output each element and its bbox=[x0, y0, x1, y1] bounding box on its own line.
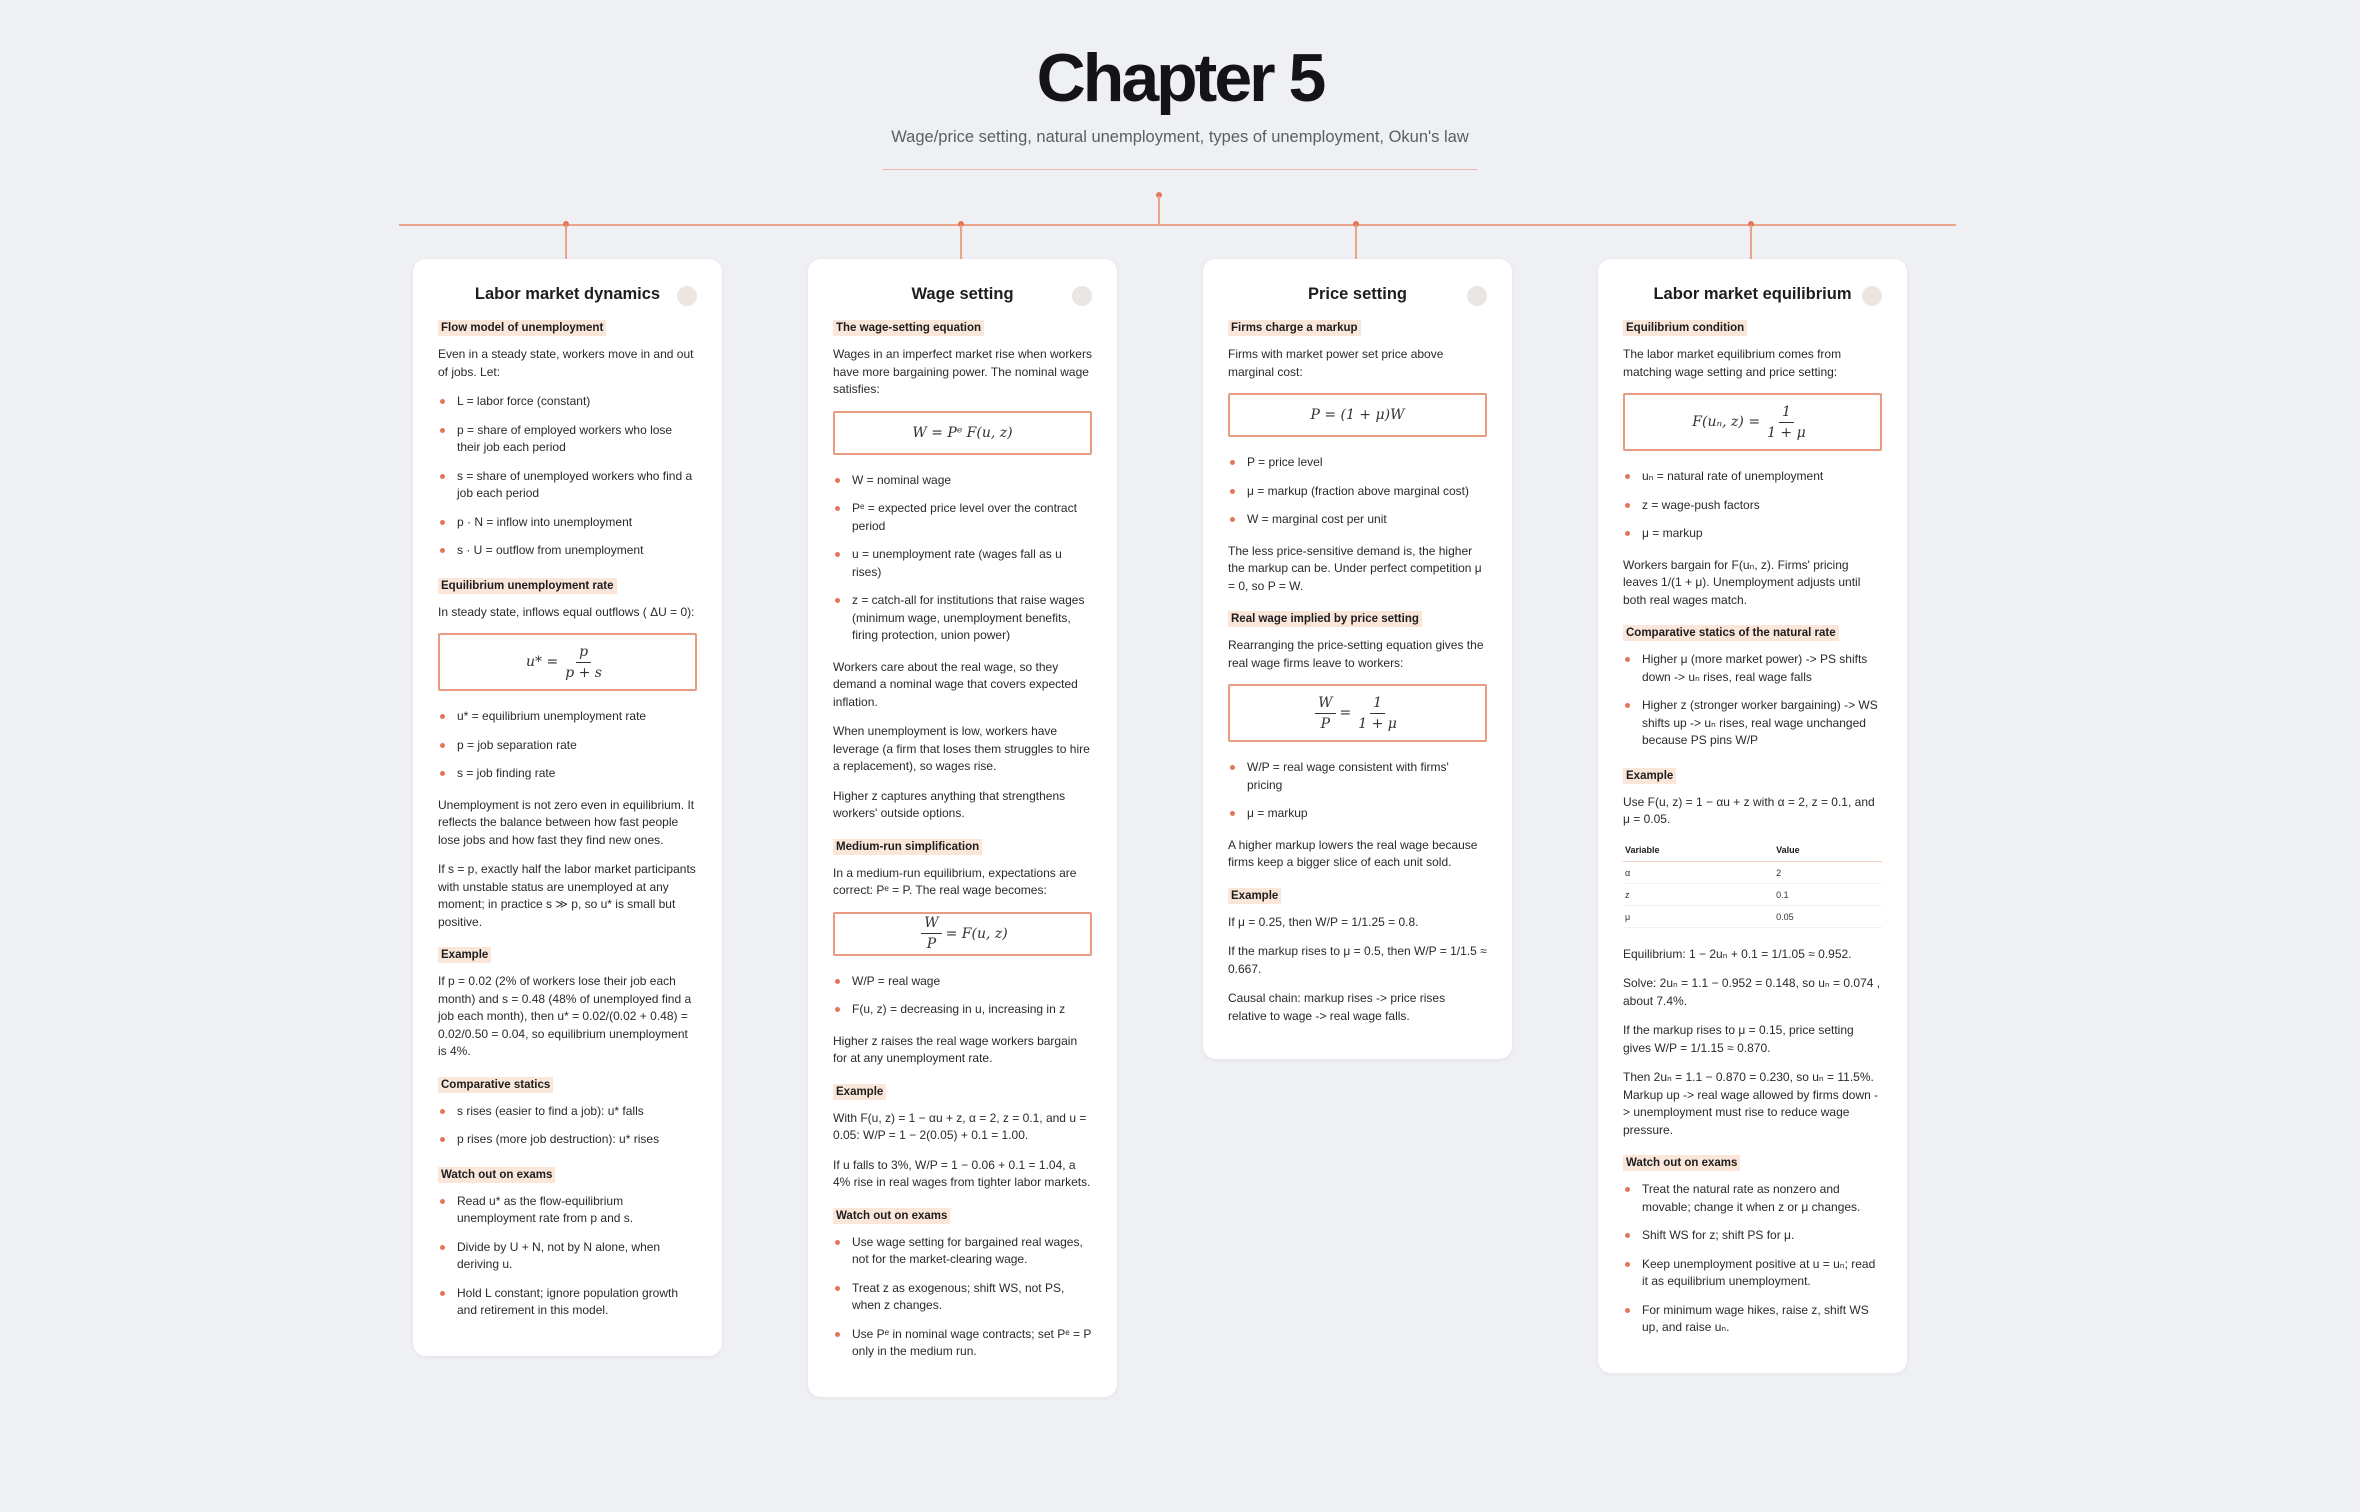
list-item: z = wage-push factors bbox=[1623, 497, 1882, 515]
paragraph: A higher markup lowers the real wage because firms keep a bigger slice of each unit sold. bbox=[1228, 837, 1478, 869]
equation-rhs: = F(u, z) bbox=[945, 925, 1008, 942]
list-item: μ = markup bbox=[1228, 805, 1487, 823]
tree-branch-line bbox=[1750, 225, 1752, 259]
section-heading: Flow model of unemployment bbox=[438, 320, 606, 336]
list-item: s rises (easier to find a job): u* falls bbox=[438, 1103, 697, 1121]
equation-text: W = Pᵉ F(u, z) bbox=[912, 424, 1013, 441]
tree-horizontal-line bbox=[399, 224, 1956, 226]
card-title: Wage setting bbox=[911, 285, 1014, 303]
equation-text: P = (1 + μ)W bbox=[1310, 407, 1405, 423]
fraction-denominator: P bbox=[926, 936, 937, 952]
table-header: Variable bbox=[1623, 841, 1774, 862]
paragraph: Solve: 2uₙ = 1.1 − 0.952 = 0.148, so uₙ = 0.074 , about 7.4%. bbox=[1623, 976, 1881, 1008]
fraction bbox=[1764, 404, 1809, 441]
paragraph: Equilibrium: 1 − 2uₙ + 0.1 = 1/1.05 ≈ 0.952. bbox=[1623, 946, 1852, 961]
table-header: Value bbox=[1774, 841, 1882, 862]
list-item: Hold L constant; ignore population growth and retirement in this model. bbox=[438, 1285, 697, 1320]
tree-branch-dot bbox=[1353, 221, 1359, 227]
section-heading: Real wage implied by price setting bbox=[1228, 611, 1422, 627]
paragraph: When unemployment is low, workers have leverage (a firm that loses them struggles to hire a replacement), so wages rise. bbox=[833, 724, 1090, 773]
section-heading: Example bbox=[1623, 768, 1676, 784]
table-row bbox=[1623, 883, 1882, 905]
fraction-numerator: p bbox=[576, 644, 591, 663]
paragraph: Use F(u, z) = 1 − αu + z with α = 2, z = 0.1, and μ = 0.05. bbox=[1623, 794, 1875, 826]
card-title: Labor market equilibrium bbox=[1653, 285, 1852, 303]
card-body bbox=[1623, 316, 1882, 1337]
fraction bbox=[562, 644, 605, 681]
fraction-denominator: 1 + μ bbox=[1358, 715, 1397, 732]
paragraph: If u falls to 3%, W/P = 1 − 0.06 + 0.1 = 1.04, a 4% rise in real wages from tighter labor markets. bbox=[833, 1157, 1091, 1189]
fraction-numerator: 1 bbox=[1779, 404, 1794, 423]
bullet-list bbox=[1623, 651, 1882, 750]
bullet-list bbox=[1228, 759, 1487, 823]
list-item: P = price level bbox=[1228, 454, 1487, 472]
tree-branch-dot bbox=[958, 221, 964, 227]
fraction-denominator: P bbox=[1320, 715, 1331, 732]
paragraph: If μ = 0.25, then W/P = 1/1.25 = 0.8. bbox=[1228, 914, 1419, 929]
equation-lhs: F(uₙ, z) = bbox=[1692, 414, 1761, 430]
list-item: μ = markup bbox=[1623, 525, 1882, 543]
paragraph: Firms with market power set price above marginal cost: bbox=[1228, 347, 1444, 379]
table-cell: 0.05 bbox=[1774, 905, 1882, 927]
list-item: s = share of unemployed workers who find a job each period bbox=[438, 468, 697, 503]
paragraph: With F(u, z) = 1 − αu + z, α = 2, z = 0.1, and u = 0.05: W/P = 1 − 2(0.05) + 0.1 = 1.00. bbox=[833, 1110, 1087, 1142]
card-body bbox=[438, 316, 697, 1320]
list-item: Shift WS for z; shift PS for μ. bbox=[1623, 1227, 1882, 1245]
list-item: Higher μ (more market power) -> PS shifts down -> uₙ rises, real wage falls bbox=[1623, 651, 1882, 686]
list-item: p = share of employed workers who lose their job each period bbox=[438, 422, 697, 457]
card-toggle-circle-icon[interactable] bbox=[1467, 286, 1487, 306]
equation-box bbox=[833, 411, 1092, 455]
tree-branch-line bbox=[565, 225, 567, 259]
paragraph: Then 2uₙ = 1.1 − 0.870 = 0.230, so uₙ = 11.5%. Markup up -> real wage allowed by firms down -> unemployment must rise to reduce wage pressure. bbox=[1623, 1070, 1879, 1137]
paragraph: Higher z raises the real wage workers bargain for at any unemployment rate. bbox=[833, 1033, 1078, 1065]
list-item: p rises (more job destruction): u* rises bbox=[438, 1131, 697, 1149]
list-item: s · U = outflow from unemployment bbox=[438, 542, 697, 560]
page-title: Chapter 5 bbox=[1036, 40, 1324, 116]
section-heading: Equilibrium condition bbox=[1623, 320, 1747, 336]
list-item: W/P = real wage bbox=[833, 973, 1092, 991]
card-toggle-circle-icon[interactable] bbox=[677, 286, 697, 306]
paragraph: If the markup rises to μ = 0.5, then W/P = 1/1.5 ≈ 0.667. bbox=[1228, 944, 1487, 976]
card-price-setting bbox=[1203, 259, 1512, 1059]
equation-box bbox=[1228, 393, 1487, 437]
paragraph: Higher z captures anything that strengthens workers' outside options. bbox=[833, 788, 1066, 820]
card-labor-market-equilibrium bbox=[1598, 259, 1907, 1373]
list-item: Divide by U + N, not by N alone, when deriving u. bbox=[438, 1239, 697, 1274]
paragraph: The labor market equilibrium comes from matching wage setting and price setting: bbox=[1623, 347, 1842, 379]
section-heading: Equilibrium unemployment rate bbox=[438, 578, 617, 594]
table-cell: α bbox=[1623, 861, 1774, 883]
equation-lhs: u* = bbox=[526, 654, 559, 670]
list-item: p · N = inflow into unemployment bbox=[438, 514, 697, 532]
fraction bbox=[1355, 695, 1400, 732]
tree-branch-dot bbox=[563, 221, 569, 227]
paragraph: Even in a steady state, workers move in and out of jobs. Let: bbox=[438, 347, 694, 379]
list-item: W/P = real wage consistent with firms' pricing bbox=[1228, 759, 1487, 794]
list-item: W = marginal cost per unit bbox=[1228, 511, 1487, 529]
bullet-list bbox=[438, 393, 697, 560]
paragraph: Unemployment is not zero even in equilibrium. It reflects the balance between how fast people lose jobs and how fast they find new ones. bbox=[438, 797, 695, 847]
card-toggle-circle-icon[interactable] bbox=[1072, 286, 1092, 306]
card-body bbox=[833, 316, 1092, 1361]
paragraph: Workers care about the real wage, so they demand a nominal wage that covers expected inflation. bbox=[833, 659, 1078, 709]
section-heading: Example bbox=[833, 1084, 886, 1100]
list-item: Pᵉ = expected price level over the contract period bbox=[833, 500, 1092, 535]
bullet-list bbox=[438, 1103, 697, 1149]
tree-root-line bbox=[1158, 196, 1160, 225]
equation-box bbox=[1623, 393, 1882, 451]
paragraph: The less price-sensitive demand is, the higher the markup can be. Under perfect competition μ = 0, so P = W. bbox=[1228, 543, 1482, 593]
card-body bbox=[1228, 316, 1487, 1025]
paragraph: If the markup rises to μ = 0.15, price setting gives W/P = 1/1.15 ≈ 0.870. bbox=[1623, 1023, 1854, 1055]
list-item: Higher z (stronger worker bargaining) -> WS shifts up -> uₙ rises, real wage unchanged because PS pins W/P bbox=[1623, 697, 1882, 750]
table-cell: 0.1 bbox=[1774, 883, 1882, 905]
example-table bbox=[1623, 841, 1882, 928]
paragraph: In a medium-run equilibrium, expectations are correct: Pᵉ = P. The real wage becomes: bbox=[833, 865, 1077, 897]
card-title: Price setting bbox=[1307, 285, 1408, 303]
fraction-numerator: W bbox=[1315, 695, 1335, 714]
paragraph: Workers bargain for F(uₙ, z). Firms' pricing leaves 1/(1 + μ). Unemployment adjusts until both real wages match. bbox=[1623, 557, 1861, 607]
tree-root-dot bbox=[1156, 192, 1162, 198]
section-heading: Watch out on exams bbox=[438, 1167, 555, 1183]
fraction-numerator: W bbox=[921, 915, 941, 934]
list-item: Read u* as the flow-equilibrium unemployment rate from p and s. bbox=[438, 1193, 697, 1228]
bullet-list bbox=[438, 708, 697, 783]
list-item: Treat the natural rate as nonzero and movable; change it when z or μ changes. bbox=[1623, 1181, 1882, 1216]
list-item: Treat z as exogenous; shift WS, not PS, when z changes. bbox=[833, 1280, 1092, 1315]
tree-branch-dot bbox=[1748, 221, 1754, 227]
card-wage-setting bbox=[808, 259, 1117, 1397]
section-heading: Comparative statics of the natural rate bbox=[1623, 625, 1839, 641]
list-item: Keep unemployment positive at u = uₙ; read it as equilibrium unemployment. bbox=[1623, 1256, 1882, 1291]
paragraph: Rearranging the price-setting equation gives the real wage firms leave to workers: bbox=[1228, 638, 1484, 670]
section-heading: The wage-setting equation bbox=[833, 320, 984, 336]
card-title: Labor market dynamics bbox=[474, 285, 661, 303]
fraction-denominator: 1 + μ bbox=[1767, 424, 1806, 441]
list-item: μ = markup (fraction above marginal cost) bbox=[1228, 483, 1487, 501]
fraction bbox=[921, 915, 941, 952]
table-cell: μ bbox=[1623, 905, 1774, 927]
table-row bbox=[1623, 861, 1882, 883]
bullet-list bbox=[1228, 454, 1487, 529]
page-header bbox=[0, 38, 2360, 170]
list-item: z = catch-all for institutions that raise wages (minimum wage, unemployment benefits, firing protection, union power) bbox=[833, 592, 1092, 645]
list-item: Use wage setting for bargained real wages, not for the market-clearing wage. bbox=[833, 1234, 1092, 1269]
bullet-list bbox=[833, 1234, 1092, 1361]
paragraph: If s = p, exactly half the labor market participants with unstable status are unemployed at any moment; in practice s ≫ p, so u* is small but positive. bbox=[438, 862, 696, 929]
list-item: u* = equilibrium unemployment rate bbox=[438, 708, 697, 726]
bullet-list bbox=[833, 472, 1092, 645]
tree-branch-line bbox=[960, 225, 962, 259]
tree-branch-line bbox=[1355, 225, 1357, 259]
section-heading: Example bbox=[1228, 888, 1281, 904]
section-heading: Firms charge a markup bbox=[1228, 320, 1361, 336]
list-item: u = unemployment rate (wages fall as u rises) bbox=[833, 546, 1092, 581]
section-heading: Example bbox=[438, 947, 491, 963]
fraction-numerator: 1 bbox=[1370, 695, 1385, 714]
section-heading: Watch out on exams bbox=[833, 1208, 950, 1224]
list-item: p = job separation rate bbox=[438, 737, 697, 755]
paragraph: In steady state, inflows equal outflows ( ΔU = 0): bbox=[438, 604, 695, 619]
table-row bbox=[1623, 905, 1882, 927]
bullet-list bbox=[438, 1193, 697, 1320]
section-heading: Watch out on exams bbox=[1623, 1155, 1740, 1171]
list-item: W = nominal wage bbox=[833, 472, 1092, 490]
fraction-denominator: p + s bbox=[565, 664, 602, 681]
bullet-list bbox=[833, 973, 1092, 1019]
equation-box bbox=[438, 633, 697, 691]
list-item: F(u, z) = decreasing in u, increasing in z bbox=[833, 1001, 1092, 1019]
card-labor-market-dynamics bbox=[413, 259, 722, 1356]
equation-rhs: = bbox=[1339, 705, 1352, 721]
card-toggle-circle-icon[interactable] bbox=[1862, 286, 1882, 306]
bullet-list bbox=[1623, 1181, 1882, 1337]
fraction bbox=[1315, 695, 1335, 732]
paragraph: Causal chain: markup rises -> price rises relative to wage -> real wage falls. bbox=[1228, 991, 1446, 1023]
list-item: Use Pᵉ in nominal wage contracts; set Pᵉ = P only in the medium run. bbox=[833, 1326, 1092, 1361]
paragraph: Wages in an imperfect market rise when workers have more bargaining power. The nominal wage satisfies: bbox=[833, 347, 1092, 396]
section-heading: Comparative statics bbox=[438, 1077, 553, 1093]
list-item: uₙ = natural rate of unemployment bbox=[1623, 468, 1882, 486]
section-heading: Medium-run simplification bbox=[833, 839, 982, 855]
list-item: L = labor force (constant) bbox=[438, 393, 697, 411]
table-cell: 2 bbox=[1774, 861, 1882, 883]
paragraph: If p = 0.02 (2% of workers lose their job each month) and s = 0.48 (48% of unemployed find a job each month), then u* = 0.02/(0.02 + 0.48) = 0.02/0.50 = 0.04, so equilibrium unemployment is 4%. bbox=[438, 974, 692, 1058]
table-cell: z bbox=[1623, 883, 1774, 905]
equation-box bbox=[833, 912, 1092, 956]
equation-box bbox=[1228, 684, 1487, 742]
list-item: s = job finding rate bbox=[438, 765, 697, 783]
page-subtitle: Wage/price setting, natural unemployment, types of unemployment, Okun's law bbox=[891, 128, 1469, 146]
header-divider bbox=[883, 169, 1477, 170]
bullet-list bbox=[1623, 468, 1882, 543]
list-item: For minimum wage hikes, raise z, shift WS up, and raise uₙ. bbox=[1623, 1302, 1882, 1337]
